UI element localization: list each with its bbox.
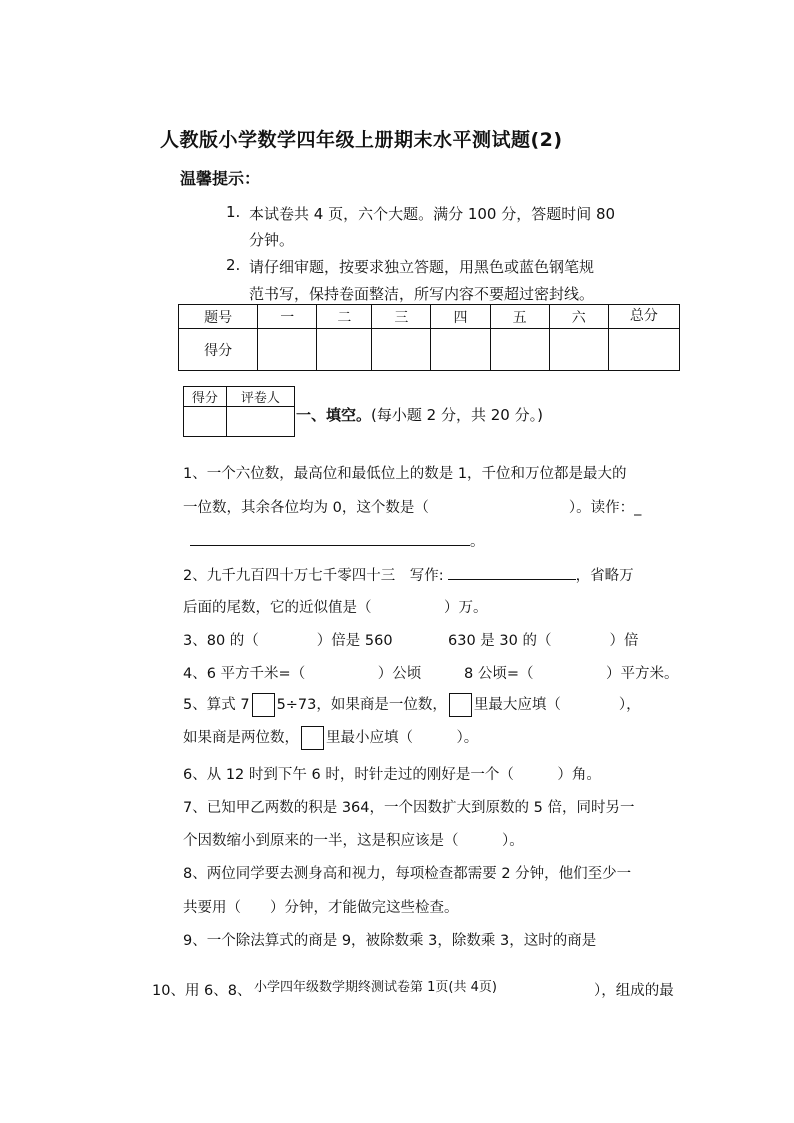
hint-heading: 温馨提示： [180,169,261,188]
hint-item-1-line1: 本试卷共 4 页，六个大题。满分 100 分，答题时间 80 [249,205,616,223]
q5-line-1 [183,693,641,717]
score-header-3: 三 [372,305,431,329]
page-title: 人教版小学数学四年级上册期末水平测试题(2) [160,129,563,151]
grader-name-label: 评卷人 [226,387,294,407]
score-cell[interactable] [549,329,608,371]
score-row-label: 得分 [179,329,258,371]
hint-item-1-line2: 分钟。 [249,231,295,249]
q5-text-5: 里最小应填（ ）。 [326,730,479,746]
hint-item-2-line1: 请仔细审题，按要求独立答题，用黑色或蓝色钢笔规 [249,258,595,276]
q1-reading-blank[interactable] [190,531,470,546]
q2-text-pre: 2、九千九百四十万七千零四十三 写作: [183,568,444,584]
q5-text-4: 如果商是两位数， [183,730,299,746]
score-header-2: 二 [317,305,372,329]
q2-text-post: ，省略万 [575,568,634,584]
score-cell[interactable] [258,329,317,371]
score-header-4: 四 [431,305,490,329]
q5-text-2: 5÷73，如果商是一位数， [276,697,447,713]
q5-line-2 [183,726,478,750]
score-header-1: 一 [258,305,317,329]
q1-line-1: 1、一个六位数，最高位和最低位上的数是 1，千位和万位都是最大的 [183,466,627,482]
hint-item-2-line2: 范书写，保持卷面整洁，所写内容不要超过密封线。 [249,285,595,303]
score-header-number: 题号 [179,305,258,329]
q5-text-1: 5、算式 7 [183,697,250,713]
q8-line-2: 共要用（ ）分钟，才能做完这些检查。 [183,900,459,916]
q6-line: 6、从 12 时到下午 6 时，时针走过的刚好是一个（ ）角。 [183,767,601,783]
score-header-5: 五 [490,305,549,329]
grader-score-cell[interactable] [184,407,227,437]
q3-part-a: 3、80 的（ ）倍是 560 [183,633,393,649]
q5-box-ref [449,693,472,717]
q10-text-post: ），组成的最 [594,983,674,999]
q4-part-a: 4、6 平方千米=（ ）公顷 [183,666,422,682]
q2-write-blank[interactable] [448,565,576,580]
section-1-note: (每小题 2 分，共 20 分。) [371,406,543,424]
q5-digit-box[interactable] [252,693,275,717]
q1-text-post: ）。读作：_ [568,500,642,516]
grader-table [183,386,295,437]
page-footer: 小学四年级数学期终测试卷第 1页(共 4页) [254,980,497,995]
q9-line: 9、一个除法算式的商是 9，被除数乘 3，除数乘 3，这时的商是 [183,933,597,949]
hint-item-2-num: 2. [226,256,241,274]
q7-line-1: 7、已知甲乙两数的积是 364，一个因数扩大到原数的 5 倍，同时另一 [183,800,635,816]
score-cell[interactable] [431,329,490,371]
q7-line-2: 个因数缩小到原来的一半，这是积应该是（ ）。 [183,833,524,849]
q1-end: 。 [470,534,485,550]
q5-text-3: 里最大应填（ ）， [473,697,641,713]
score-table [178,304,680,371]
score-cell[interactable] [608,329,679,371]
q4-part-b: 8 公顷=（ ）平方米。 [464,666,679,682]
grader-name-cell[interactable] [226,407,294,437]
score-header-6: 六 [549,305,608,329]
q1-line-2 [183,496,641,517]
score-cell[interactable] [490,329,549,371]
hint-item-1-num: 1. [226,203,241,221]
q1-text-pre: 一位数，其余各位均为 0，这个数是（ [183,500,429,516]
q3-part-b: 630 是 30 的（ ）倍 [448,633,639,649]
q5-box-ref-2 [301,726,324,750]
score-cell[interactable] [317,329,372,371]
grader-score-label: 得分 [184,387,227,407]
section-1-heading [296,404,543,425]
q2-line-1 [183,564,634,585]
q8-line-1: 8、两位同学要去测身高和视力，每项检查都需要 2 分钟，他们至少一 [183,866,632,882]
q10-text-pre: 10、用 6、8、 [152,983,252,999]
section-1-title: 一、填空。 [296,406,372,424]
score-header-total: 总分 [608,305,679,329]
q1-line-3 [190,530,485,551]
q2-line-2: 后面的尾数，它的近似值是（ ）万。 [183,600,488,616]
score-cell[interactable] [372,329,431,371]
